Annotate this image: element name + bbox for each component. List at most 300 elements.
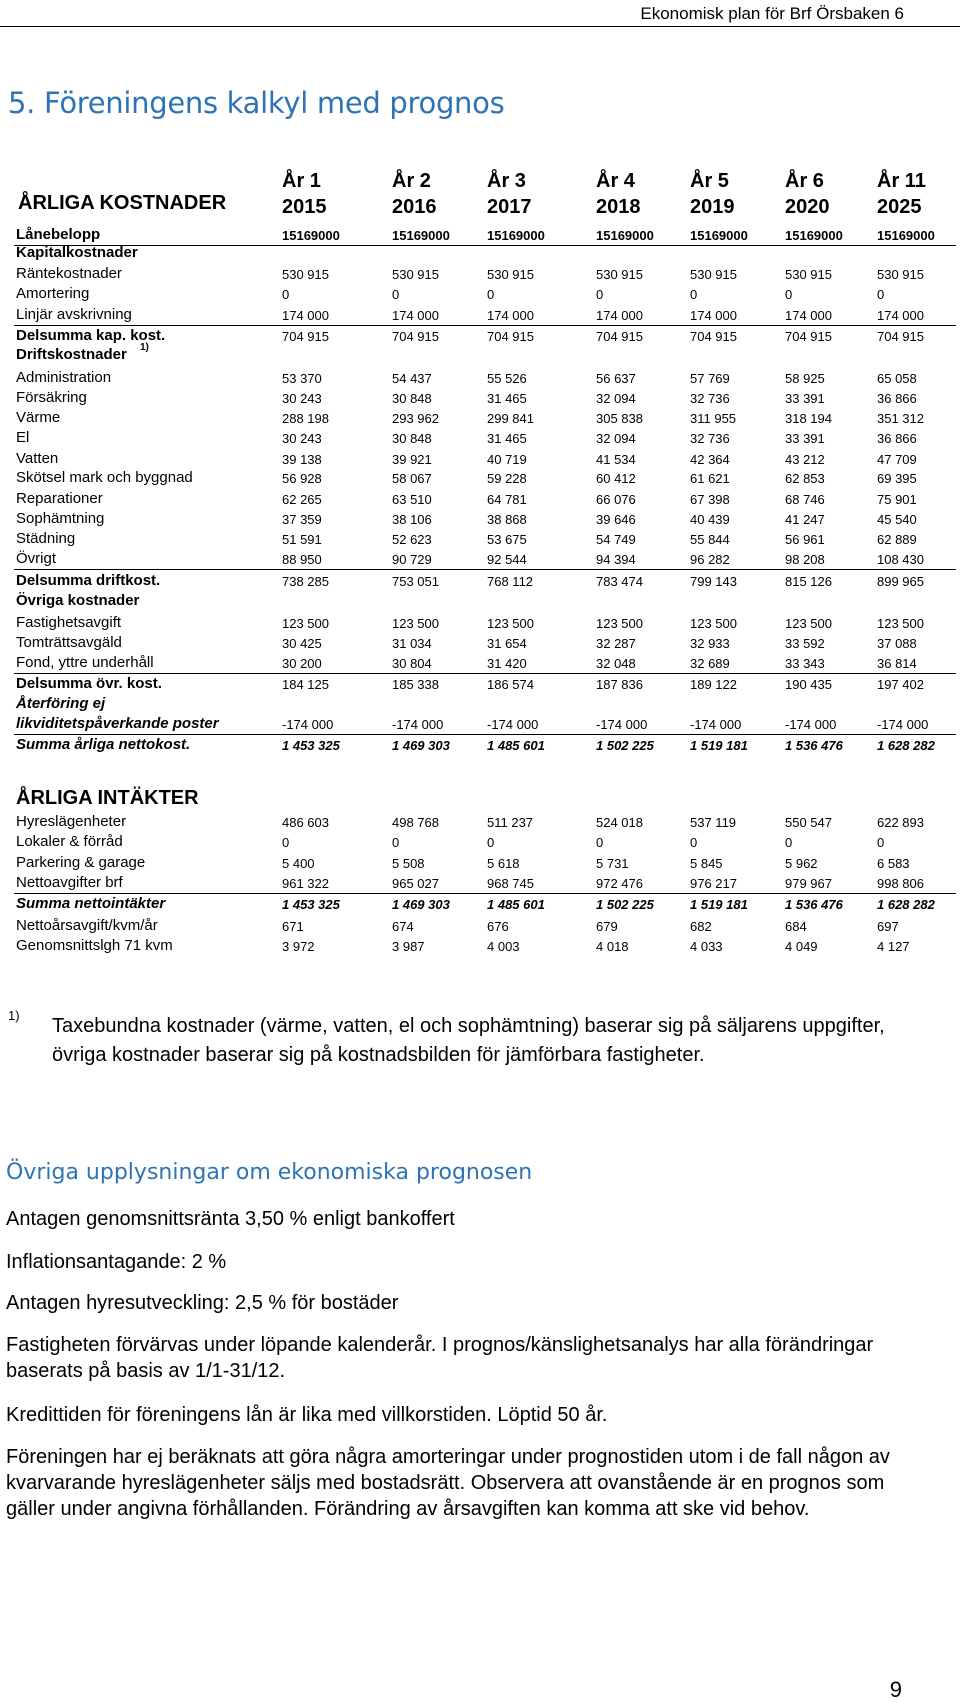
- info-paragraph: Inflationsantagande: 2 %: [6, 1251, 227, 1273]
- document-title: Ekonomisk plan för Brf Örsbaken 6: [640, 4, 904, 23]
- table-cell: 123 500: [282, 616, 329, 631]
- table-cell: 66 076: [596, 492, 636, 507]
- row-label: Summa årliga nettokost.: [16, 736, 191, 753]
- table-cell: 33 391: [785, 391, 825, 406]
- table-cell: 0: [785, 835, 793, 850]
- table-cell: 530 915: [785, 267, 832, 282]
- row-label: Driftskostnader: [16, 346, 127, 363]
- table-row: [0, 874, 960, 892]
- row-label: Lokaler & förråd: [16, 833, 123, 850]
- row-label: Städning: [16, 530, 76, 547]
- table-row: [0, 490, 960, 508]
- table-cell: 979 967: [785, 876, 832, 891]
- table-cell: 5 845: [690, 856, 723, 871]
- table-cell: 697: [877, 919, 899, 934]
- row-label: Värme: [16, 409, 61, 426]
- row-label: Hyreslägenheter: [16, 813, 127, 830]
- table-cell: 123 500: [785, 616, 832, 631]
- year-value: 2017: [487, 196, 532, 218]
- row-divider: [14, 569, 956, 570]
- row-label: Delsumma övr. kost.: [16, 675, 162, 692]
- table-cell: 36 866: [877, 431, 917, 446]
- table-cell: 98 208: [785, 552, 825, 567]
- table-cell: 1 536 476: [785, 738, 843, 753]
- table-cell: -174 000: [690, 717, 742, 732]
- year-label: År 11: [877, 170, 926, 192]
- table-cell: 0: [690, 835, 698, 850]
- table-cell: 36 814: [877, 656, 917, 671]
- table-cell: -174 000: [596, 717, 648, 732]
- table-cell: 1 469 303: [392, 738, 450, 753]
- table-cell: 1 469 303: [392, 897, 450, 912]
- table-cell: 998 806: [877, 876, 924, 891]
- row-divider: [14, 673, 956, 674]
- table-cell: 37 088: [877, 636, 917, 651]
- table-row: [0, 469, 960, 487]
- table-cell: 4 018: [596, 939, 629, 954]
- table-row: [0, 369, 960, 387]
- table-cell: -174 000: [487, 717, 539, 732]
- table-cell: 288 198: [282, 411, 329, 426]
- row-label: Återföring ej: [16, 695, 106, 712]
- table-cell: 530 915: [690, 267, 737, 282]
- page-title: 5. Föreningens kalkyl med prognos: [8, 86, 505, 120]
- table-cell: 0: [282, 835, 290, 850]
- table-cell: 68 746: [785, 492, 825, 507]
- income-heading: ÅRLIGA INTÄKTER: [16, 787, 199, 809]
- table-row: [0, 429, 960, 447]
- table-cell: 59 228: [487, 471, 527, 486]
- table-cell: 530 915: [392, 267, 439, 282]
- year-header: [877, 168, 926, 220]
- table-cell: 1 502 225: [596, 738, 654, 753]
- table-cell: 0: [392, 287, 400, 302]
- table-cell: 1 519 181: [690, 897, 748, 912]
- table-cell: 190 435: [785, 677, 832, 692]
- year-label: År 5: [690, 170, 729, 192]
- row-label: Fastighetsavgift: [16, 614, 122, 631]
- row-label: Delsumma kap. kost.: [16, 327, 166, 344]
- row-label: Tomträttsavgäld: [16, 634, 122, 651]
- table-cell: 1 628 282: [877, 738, 935, 753]
- table-cell: 30 848: [392, 431, 432, 446]
- table-cell: 30 804: [392, 656, 432, 671]
- table-cell: 123 500: [487, 616, 534, 631]
- table-cell: 39 921: [392, 452, 432, 467]
- table-cell: 4 033: [690, 939, 723, 954]
- table-cell: 972 476: [596, 876, 643, 891]
- row-label: Nettoårsavgift/kvm/år: [16, 917, 158, 934]
- table-cell: 41 534: [596, 452, 636, 467]
- table-cell: 123 500: [877, 616, 924, 631]
- table-cell: 186 574: [487, 677, 534, 692]
- table-cell: 753 051: [392, 574, 439, 589]
- table-cell: 351 312: [877, 411, 924, 426]
- table-cell: 530 915: [282, 267, 329, 282]
- table-cell: 4 003: [487, 939, 520, 954]
- table-cell: 299 841: [487, 411, 534, 426]
- table-cell: 305 838: [596, 411, 643, 426]
- table-cell: 704 915: [877, 329, 924, 344]
- info-paragraph: Föreningen har ej beräknats att göra några amorteringar under prognostiden utom i de fall någon av kvarvarande hyreslägenheter säljs med bostadsrätt. Observera att ovanstående är en prognos som gäller under angivna förhållanden. Förändring av årsavgiften kan komma att ske vid behov.: [6, 1446, 890, 1520]
- table-cell: 15169000: [392, 228, 450, 243]
- row-divider: [14, 734, 956, 735]
- table-row: [0, 265, 960, 283]
- year-label: År 6: [785, 170, 824, 192]
- table-cell: 1 536 476: [785, 897, 843, 912]
- row-label: Amortering: [16, 285, 90, 302]
- table-cell: 0: [596, 835, 604, 850]
- table-cell: 184 125: [282, 677, 329, 692]
- table-cell: 15169000: [487, 228, 545, 243]
- table-row: [0, 895, 960, 913]
- row-label: Nettoavgifter brf: [16, 874, 123, 891]
- table-cell: 5 962: [785, 856, 818, 871]
- table-cell: 39 646: [596, 512, 636, 527]
- table-row: [0, 389, 960, 407]
- row-divider: [14, 893, 956, 894]
- table-cell: 123 500: [392, 616, 439, 631]
- table-cell: 0: [392, 835, 400, 850]
- table-cell: 174 000: [690, 308, 737, 323]
- row-label: likviditetspåverkande poster: [16, 715, 219, 732]
- table-cell: 53 370: [282, 371, 322, 386]
- table-cell: 56 961: [785, 532, 825, 547]
- table-row: [0, 654, 960, 672]
- table-cell: 54 749: [596, 532, 636, 547]
- year-label: År 4: [596, 170, 635, 192]
- table-cell: 961 322: [282, 876, 329, 891]
- table-row: [0, 634, 960, 652]
- row-label: Övrigt: [16, 550, 57, 567]
- table-cell: 174 000: [877, 308, 924, 323]
- table-cell: 965 027: [392, 876, 439, 891]
- table-cell: 43 212: [785, 452, 825, 467]
- table-cell: 530 915: [487, 267, 534, 282]
- table-row: [0, 854, 960, 872]
- table-cell: 0: [877, 287, 885, 302]
- table-cell: 57 769: [690, 371, 730, 386]
- year-label: År 1: [282, 170, 321, 192]
- row-divider: [14, 325, 956, 326]
- table-cell: 704 915: [392, 329, 439, 344]
- table-cell: 61 621: [690, 471, 730, 486]
- table-cell: 318 194: [785, 411, 832, 426]
- table-cell: 30 425: [282, 636, 322, 651]
- table-cell: 5 508: [392, 856, 425, 871]
- table-cell: 123 500: [690, 616, 737, 631]
- table-cell: 174 000: [785, 308, 832, 323]
- table-cell: 32 094: [596, 391, 636, 406]
- table-cell: 40 439: [690, 512, 730, 527]
- table-cell: 62 889: [877, 532, 917, 547]
- info-paragraph: Kredittiden för föreningens lån är lika med villkorstiden. Löptid 50 år.: [6, 1404, 608, 1426]
- table-row: [0, 675, 960, 693]
- table-cell: 56 928: [282, 471, 322, 486]
- table-cell: 32 287: [596, 636, 636, 651]
- table-cell: 1 453 325: [282, 738, 340, 753]
- table-cell: 0: [282, 287, 290, 302]
- year-label: År 2: [392, 170, 431, 192]
- table-cell: 62 853: [785, 471, 825, 486]
- table-cell: 40 719: [487, 452, 527, 467]
- table-cell: 682: [690, 919, 712, 934]
- table-cell: 53 675: [487, 532, 527, 547]
- table-cell: 58 925: [785, 371, 825, 386]
- row-label: Räntekostnader: [16, 265, 122, 282]
- table-cell: 32 736: [690, 391, 730, 406]
- table-cell: 174 000: [596, 308, 643, 323]
- table-cell: 32 933: [690, 636, 730, 651]
- table-cell: 15169000: [282, 228, 340, 243]
- table-cell: -174 000: [785, 717, 837, 732]
- table-cell: 15169000: [596, 228, 654, 243]
- table-cell: 58 067: [392, 471, 432, 486]
- table-cell: 30 848: [392, 391, 432, 406]
- table-cell: 37 359: [282, 512, 322, 527]
- table-cell: 32 689: [690, 656, 730, 671]
- costs-heading: ÅRLIGA KOSTNADER: [18, 192, 227, 214]
- row-label: Summa nettointäkter: [16, 895, 166, 912]
- table-cell: 36 866: [877, 391, 917, 406]
- footnote-reference: 1): [140, 342, 149, 353]
- row-label: Fond, yttre underhåll: [16, 654, 154, 671]
- table-cell: 31 465: [487, 391, 527, 406]
- year-header: [690, 168, 735, 220]
- table-cell: 174 000: [282, 308, 329, 323]
- row-label: Skötsel mark och byggnad: [16, 469, 193, 486]
- table-cell: 704 915: [690, 329, 737, 344]
- year-value: 2025: [877, 196, 922, 218]
- table-cell: 684: [785, 919, 807, 934]
- table-cell: 674: [392, 919, 414, 934]
- table-cell: 738 285: [282, 574, 329, 589]
- table-row: [0, 450, 960, 468]
- table-cell: 5 731: [596, 856, 629, 871]
- table-cell: 64 781: [487, 492, 527, 507]
- table-cell: 60 412: [596, 471, 636, 486]
- table-cell: 0: [877, 835, 885, 850]
- year-header: [596, 168, 641, 220]
- table-cell: 622 893: [877, 815, 924, 830]
- year-value: 2016: [392, 196, 437, 218]
- table-cell: 5 618: [487, 856, 520, 871]
- table-cell: 88 950: [282, 552, 322, 567]
- table-cell: 94 394: [596, 552, 636, 567]
- table-cell: 783 474: [596, 574, 643, 589]
- table-cell: 671: [282, 919, 304, 934]
- table-cell: 293 962: [392, 411, 439, 426]
- year-value: 2018: [596, 196, 641, 218]
- table-cell: 704 915: [487, 329, 534, 344]
- table-cell: 32 094: [596, 431, 636, 446]
- table-cell: 524 018: [596, 815, 643, 830]
- info-paragraph: Antagen genomsnittsränta 3,50 % enligt bankoffert: [6, 1208, 455, 1230]
- table-row: [0, 917, 960, 935]
- table-cell: 498 768: [392, 815, 439, 830]
- table-cell: 1 502 225: [596, 897, 654, 912]
- table-cell: 54 437: [392, 371, 432, 386]
- table-cell: 530 915: [596, 267, 643, 282]
- table-row: [0, 306, 960, 324]
- row-label: Genomsnittslgh 71 kvm: [16, 937, 173, 954]
- table-cell: 704 915: [596, 329, 643, 344]
- table-cell: -174 000: [392, 717, 444, 732]
- footnote-mark: 1): [8, 1008, 20, 1023]
- table-cell: 1 628 282: [877, 897, 935, 912]
- info-paragraph: Antagen hyresutveckling: 2,5 % för bostäder: [6, 1292, 399, 1314]
- table-row: [0, 510, 960, 528]
- header-rule: [0, 26, 960, 27]
- table-cell: 39 138: [282, 452, 322, 467]
- table-cell: 33 592: [785, 636, 825, 651]
- table-row: [0, 833, 960, 851]
- table-cell: 189 122: [690, 677, 737, 692]
- table-cell: 4 127: [877, 939, 910, 954]
- table-row: [0, 244, 960, 262]
- table-row: [0, 695, 960, 713]
- footnote-text: Taxebundna kostnader (värme, vatten, el och sophämtning) baserar sig på säljarens uppgifter, övriga kostnader baserar sig på kostnadsbilden för jämförbara fastigheter.: [52, 1015, 885, 1066]
- table-cell: 3 972: [282, 939, 315, 954]
- table-cell: 62 265: [282, 492, 322, 507]
- table-row: [0, 226, 960, 244]
- table-cell: 676: [487, 919, 509, 934]
- table-cell: 38 868: [487, 512, 527, 527]
- row-label: Delsumma driftkost.: [16, 572, 161, 589]
- table-cell: 815 126: [785, 574, 832, 589]
- table-cell: -174 000: [877, 717, 929, 732]
- table-cell: 51 591: [282, 532, 322, 547]
- table-cell: 768 112: [487, 574, 534, 589]
- row-label: El: [16, 429, 30, 446]
- table-cell: 30 200: [282, 656, 322, 671]
- table-cell: 96 282: [690, 552, 730, 567]
- row-label: Vatten: [16, 450, 59, 467]
- table-cell: 4 049: [785, 939, 818, 954]
- table-cell: 550 547: [785, 815, 832, 830]
- year-label: År 3: [487, 170, 526, 192]
- table-cell: 15169000: [877, 228, 935, 243]
- table-cell: 185 338: [392, 677, 439, 692]
- table-cell: 32 048: [596, 656, 636, 671]
- table-cell: 899 965: [877, 574, 924, 589]
- table-row: [0, 592, 960, 610]
- table-cell: 0: [690, 287, 698, 302]
- row-label: Linjär avskrivning: [16, 306, 132, 323]
- table-cell: 47 709: [877, 452, 917, 467]
- table-row: [0, 715, 960, 733]
- table-cell: 511 237: [487, 815, 534, 830]
- year-value: 2015: [282, 196, 327, 218]
- table-cell: 45 540: [877, 512, 917, 527]
- table-cell: 63 510: [392, 492, 432, 507]
- row-label: Kapitalkostnader: [16, 244, 138, 261]
- row-label: Lånebelopp: [16, 226, 101, 243]
- table-cell: 33 391: [785, 431, 825, 446]
- table-cell: 15169000: [785, 228, 843, 243]
- info-title: Övriga upplysningar om ekonomiska prognosen: [6, 1160, 533, 1185]
- table-cell: 30 243: [282, 391, 322, 406]
- table-cell: 0: [487, 287, 495, 302]
- table-cell: 31 654: [487, 636, 527, 651]
- year-header: [487, 168, 532, 220]
- year-value: 2019: [690, 196, 735, 218]
- year-header: [785, 168, 830, 220]
- table-cell: 679: [596, 919, 618, 934]
- table-row: [0, 342, 960, 364]
- table-cell: -174 000: [282, 717, 334, 732]
- table-cell: 31 465: [487, 431, 527, 446]
- table-row: [0, 614, 960, 632]
- table-cell: 6 583: [877, 856, 910, 871]
- table-cell: 30 243: [282, 431, 322, 446]
- table-cell: 197 402: [877, 677, 924, 692]
- table-cell: 32 736: [690, 431, 730, 446]
- year-header: [282, 168, 327, 220]
- year-value: 2020: [785, 196, 830, 218]
- table-cell: 31 420: [487, 656, 527, 671]
- row-label: Försäkring: [16, 389, 87, 406]
- table-cell: 123 500: [596, 616, 643, 631]
- table-row: [0, 813, 960, 831]
- table-cell: 537 119: [690, 815, 737, 830]
- table-cell: 174 000: [392, 308, 439, 323]
- table-cell: 311 955: [690, 411, 737, 426]
- row-label: Administration: [16, 369, 112, 386]
- table-cell: 5 400: [282, 856, 315, 871]
- page-number: 9: [889, 1677, 902, 1702]
- table-cell: 52 623: [392, 532, 432, 547]
- table-cell: 67 398: [690, 492, 730, 507]
- table-cell: 65 058: [877, 371, 917, 386]
- table-cell: 1 453 325: [282, 897, 340, 912]
- row-label: Övriga kostnader: [16, 592, 140, 609]
- table-row: [0, 736, 960, 754]
- table-cell: 1 485 601: [487, 738, 545, 753]
- table-row: [0, 572, 960, 590]
- table-row: [0, 285, 960, 303]
- year-header: [392, 168, 437, 220]
- table-cell: 0: [487, 835, 495, 850]
- info-paragraph: Fastigheten förvärvas under löpande kalenderår. I prognos/känslighetsanalys har alla förändringar baserats på basis av 1/1-31/12.: [6, 1334, 874, 1382]
- table-cell: 90 729: [392, 552, 432, 567]
- table-row: [0, 409, 960, 427]
- table-cell: 55 844: [690, 532, 730, 547]
- table-cell: 976 217: [690, 876, 737, 891]
- table-cell: 1 485 601: [487, 897, 545, 912]
- row-label: Parkering & garage: [16, 854, 146, 871]
- table-cell: 41 247: [785, 512, 825, 527]
- table-cell: 31 034: [392, 636, 432, 651]
- table-cell: 3 987: [392, 939, 425, 954]
- table-cell: 968 745: [487, 876, 534, 891]
- table-cell: 38 106: [392, 512, 432, 527]
- table-cell: 530 915: [877, 267, 924, 282]
- table-cell: 92 544: [487, 552, 527, 567]
- table-cell: 33 343: [785, 656, 825, 671]
- table-row: [0, 937, 960, 955]
- table-cell: 42 364: [690, 452, 730, 467]
- table-cell: 704 915: [282, 329, 329, 344]
- table-cell: 15169000: [690, 228, 748, 243]
- table-row: [0, 530, 960, 548]
- table-cell: 486 603: [282, 815, 329, 830]
- table-cell: 1 519 181: [690, 738, 748, 753]
- table-cell: 187 836: [596, 677, 643, 692]
- table-cell: 108 430: [877, 552, 924, 567]
- row-label: Reparationer: [16, 490, 103, 507]
- table-row: [0, 550, 960, 568]
